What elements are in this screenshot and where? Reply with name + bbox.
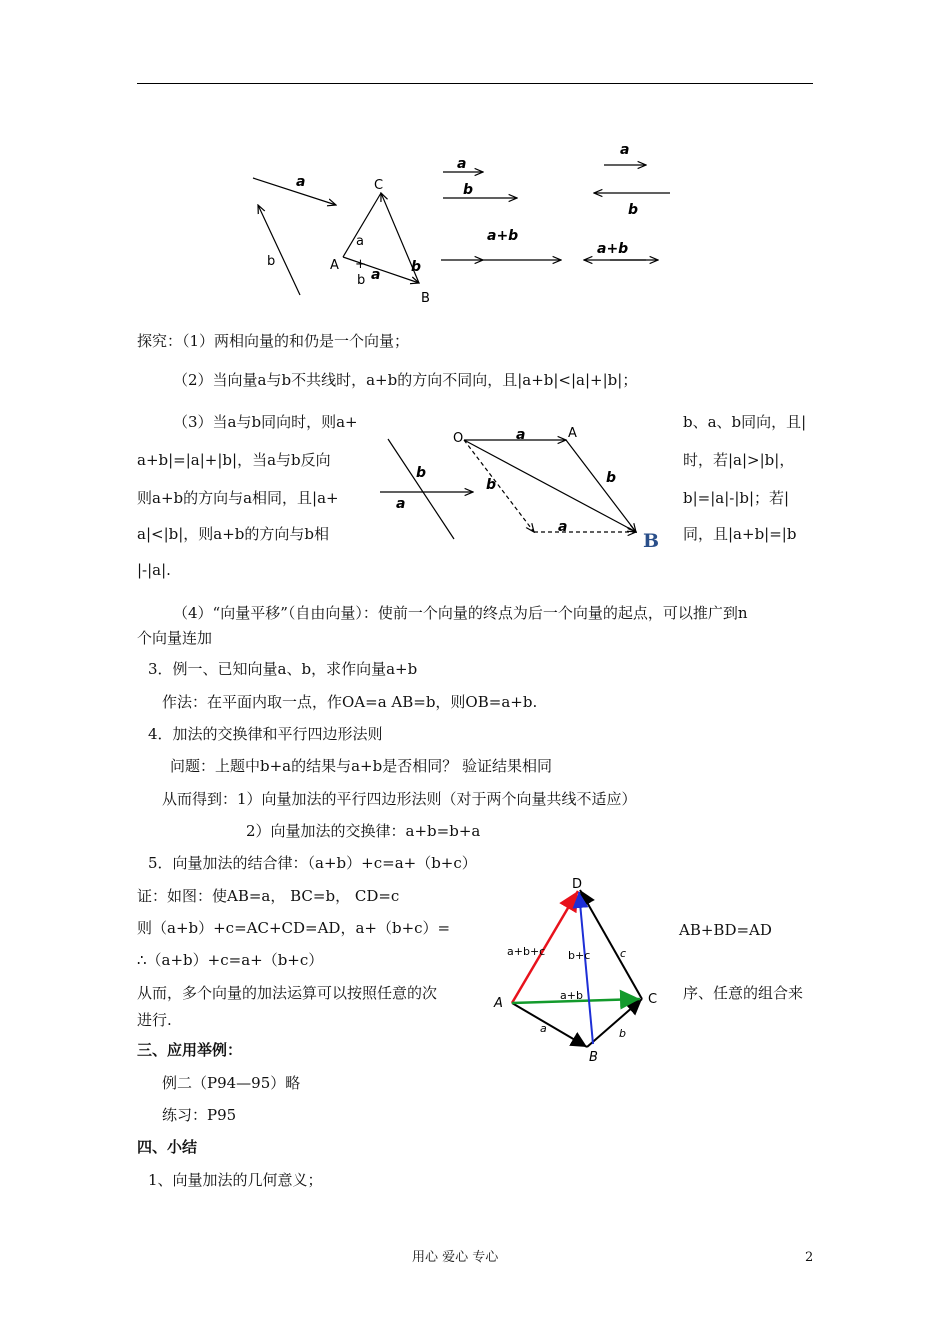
heading-applications: 三、应用举例： [137,1041,243,1059]
point-C: C [648,992,658,1007]
label-a: a [620,142,630,158]
label-b-left: b [486,477,497,493]
line-parallelogram-rule: 从而得到：1）向量加法的平行四边形法则（对于两个向量共线不适应） [162,790,637,808]
page-number: 2 [805,1250,814,1265]
label-plus: + [355,257,366,272]
label-a: a [540,1022,547,1035]
point-D: D [572,877,583,892]
line-case3-3: 则a+b的方向与a相同，且|a+ [137,489,339,507]
right-text-4: 同，且|a+b|=|b [683,525,797,543]
figure-collinear-opposite [580,140,680,270]
point-B: B [589,1050,598,1065]
figure-parallelogram [450,420,665,555]
label-b: b [628,202,639,218]
line-summary-1: 1、向量加法的几何意义； [148,1171,323,1189]
line-example2: 例二（P94—95）略 [162,1074,301,1092]
line-case3-1: （3）当a与b同向时，则a+ [173,413,358,431]
label-b-c: b+c [568,949,591,962]
line-proof-1: 证：如图：使AB=a， BC=b， CD=c [137,887,400,905]
label-a-b-c: a+b+c [507,945,546,958]
point-B: B [421,291,430,306]
label-sum: a+b [487,228,519,244]
line-example1: 3．例一、已知向量a、b，求作向量a+b [148,660,418,678]
point-O: O [453,431,464,446]
label-a-bottom: a [558,519,568,535]
label-b: b [463,182,474,198]
right-text-2: 时，若|a|>|b|， [683,451,795,469]
label-c: c [620,947,627,960]
heading-summary: 四、小结 [137,1138,198,1156]
line-conclusion-right: 序、任意的组合来 [683,984,804,1002]
line-exercise: 练习：P95 [162,1106,237,1124]
line-section4: 4．加法的交换律和平行四边形法则 [148,725,383,743]
line-explore: 探究：（1）两相向量的和仍是一个向量； [137,332,410,350]
line-case3-4: a|<|b|，则a+b的方向与b相 [137,525,329,543]
label-a: a [296,174,306,190]
vector-a [253,178,336,205]
right-text-1: b、a、b同向，且| [683,413,807,431]
line-associative: 5．向量加法的结合律：（a+b）+c=a+（b+c） [148,854,477,872]
line-proof-right: AB+BD=AD [679,921,772,939]
line-case4-cont: 个向量连加 [137,629,213,647]
footer-text: 用心 爱心 专心 [412,1250,499,1265]
label-b1: b [357,273,366,288]
line-case4: （4）“向量平移”（自由向量）：使前一个向量的终点为后一个向量的起点，可以推广到n [173,604,748,622]
label-b: b [416,465,427,481]
line-conclusion: 从而，多个向量的加法运算可以按照任意的次 [137,984,438,1002]
point-A: A [494,996,503,1011]
header-rule [137,83,813,84]
label-a-b: a+b [560,989,583,1002]
right-text-3: b|=|a|-|b|；若| [683,489,790,507]
label-b: b [267,254,276,269]
label-b-right: b [606,470,617,486]
label-a: a [396,496,406,512]
figure-triangle [325,175,440,310]
figure-tetrahedron [492,875,667,1065]
line-case2: （2）当向量a与b不共线时，a+b的方向不同向，且|a+b|<|a|+|b|； [173,371,638,389]
line-question: 问题：上题中b+a的结果与a+b是否相同？ 验证结果相同 [170,757,552,775]
label-a1: a [356,234,364,249]
vector-b [258,205,300,295]
figure-collinear-same [435,150,565,270]
label-a: a [457,156,467,172]
point-C: C [374,178,384,193]
label-a-top: a [516,427,526,443]
label-a2: a [371,267,381,283]
line-proof-2: 则（a+b）+c=AC+CD=AD，a+（b+c）= [137,919,451,937]
line-case3-2: a+b|=|a|+|b|，当a与b反向 [137,451,331,469]
label-b: b [619,1027,626,1040]
line-commutative: 2）向量加法的交换律：a+b=b+a [246,822,481,840]
point-A: A [330,258,339,273]
line-case3-5: |-|a|. [137,561,171,579]
line-proof-3: ∴（a+b）+c=a+（b+c） [137,951,324,969]
point-A: A [568,426,577,441]
label-sum: a+b [597,241,629,257]
line-method: 作法：在平面内取一点，作OA=a AB=b，则OB=a+b. [162,693,538,711]
point-B: B [643,530,660,552]
line-conclusion-cont: 进行. [137,1011,172,1029]
label-b2: b [411,259,422,275]
